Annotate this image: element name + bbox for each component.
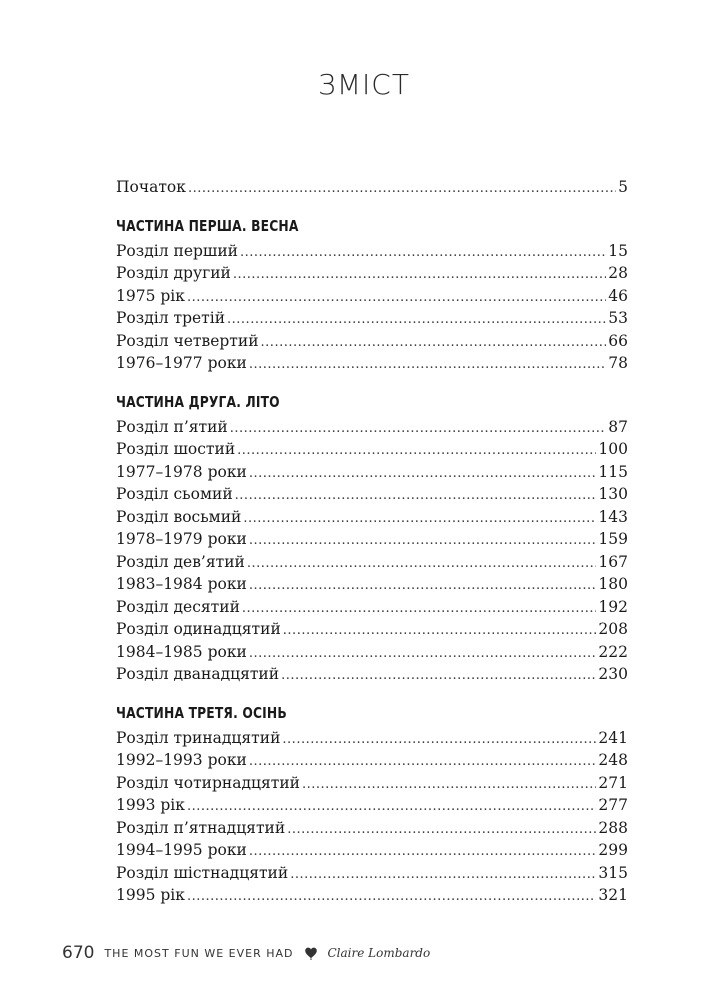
toc-entry-page: 28 [608,264,628,282]
page-number: 670 [62,943,95,963]
page-title: ЗМІСТ [318,68,410,101]
author-name: Claire Lombardo [327,946,431,960]
dot-leader [249,841,597,864]
part-heading-2: ЧАСТИНА ДРУГА. ЛІТО [116,392,280,411]
toc-entry [116,596,628,619]
dot-leader [282,729,596,752]
toc-entry-page: 248 [598,751,628,769]
toc-entry [116,307,628,330]
toc-entry-label: Розділ тринадцятий [116,728,281,747]
part-heading-3: ЧАСТИНА ТРЕТЯ. ОСІНЬ [116,703,287,722]
dot-leader [187,886,596,909]
toc-entry-page: 46 [608,286,628,305]
toc-entry-page: 78 [608,354,628,372]
toc-entry-label: 1984–1985 роки [116,642,247,661]
toc-entry-label: Розділ шістнадцятий [116,863,289,882]
toc-entry [116,618,628,641]
toc-entry-label: Розділ одинадцятий [116,620,281,638]
dot-leader [287,819,596,842]
toc-entry-page: 315 [598,863,628,882]
toc-entry [116,663,628,686]
dot-leader [283,620,597,643]
toc-entry-page: 288 [598,818,628,837]
toc-entry-label: Розділ п’ятий [116,417,228,436]
toc-entry-label: 1993 рік [116,796,185,814]
heart-leaf-icon [304,946,318,960]
toc-entry-page: 66 [608,331,628,350]
toc-entry-page: 321 [598,886,628,904]
toc-entry-page: 230 [598,665,628,683]
toc-entry [116,330,628,353]
toc-entry-label: Розділ перший [116,241,238,260]
dot-leader [233,264,606,287]
dot-leader [281,665,596,688]
toc-entry-page: 277 [598,796,628,814]
toc-entry-page: 299 [598,841,628,859]
toc-entry-page: 143 [598,507,628,526]
toc-entry-label: 1992–1993 роки [116,751,247,769]
toc-entry-label: Розділ третій [116,309,226,327]
toc-entry [116,641,628,664]
dot-leader [249,575,597,598]
toc-entry-label: 1975 рік [116,286,185,305]
dot-leader [290,864,596,887]
toc-entry-label: 1994–1995 роки [116,841,247,859]
toc-entry-intro [116,176,628,199]
toc-entry-page: 159 [598,530,628,548]
toc-entry-page: 208 [598,620,628,638]
toc-entry [116,862,628,885]
toc-entry [116,839,628,862]
toc-entry-label: Розділ десятий [116,597,240,616]
toc-entry-page: 271 [598,773,628,792]
dot-leader [187,287,606,310]
toc-entry [116,352,628,375]
toc-entry-label: Розділ восьмий [116,507,242,526]
toc-entry [116,749,628,772]
dot-leader [249,643,597,666]
toc-entry-label: Початок [116,178,186,196]
toc-entry-page: 192 [598,597,628,616]
toc-entry-label: Розділ шостий [116,440,236,458]
toc-entry [116,573,628,596]
dot-leader [261,332,607,355]
toc-entry [116,285,628,308]
toc-entry [116,772,628,795]
dot-leader [302,774,596,797]
toc-entry [116,483,628,506]
dot-leader [230,418,607,441]
toc-entry-label: Розділ дев’ятий [116,552,245,571]
toc-entry-page: 180 [598,575,628,593]
toc-entry-page: 87 [608,417,628,436]
toc-entry-page: 53 [608,309,628,327]
dot-leader [249,463,597,486]
toc-entry-label: 1977–1978 роки [116,462,247,481]
toc-entry-label: Розділ сьомий [116,485,233,503]
dot-leader [249,751,597,774]
part-heading-1: ЧАСТИНА ПЕРША. ВЕСНА [116,216,299,235]
dot-leader [188,178,616,201]
toc-entry-label: 1976–1977 роки [116,354,247,372]
toc-entry-label: Розділ п’ятнадцятий [116,818,286,837]
toc-entry-page: 100 [598,440,628,458]
toc-entry [116,528,628,551]
toc-entry [116,262,628,285]
toc-entry-page: 115 [598,462,628,481]
toc-entry-label: 1995 рік [116,886,185,904]
toc-entry [116,884,628,907]
toc-entry-label: Розділ дванадцятий [116,665,280,683]
toc-entry [116,794,628,817]
toc-entry-label: 1978–1979 роки [116,530,247,548]
running-footer [62,941,430,965]
dot-leader [249,354,606,377]
toc-entry-label: Розділ четвертий [116,331,259,350]
dot-leader [237,440,596,463]
dot-leader [227,309,606,332]
toc-entry-page: 130 [598,485,628,503]
toc-entry [116,438,628,461]
toc-entry-page: 167 [598,552,628,571]
toc-entry [116,416,628,439]
toc-entry [116,727,628,750]
toc-entry-label: 1983–1984 роки [116,575,247,593]
table-of-contents [116,176,628,907]
toc-entry [116,506,628,529]
book-title: THE MOST FUN WE EVER HAD [104,946,294,960]
toc-entry [116,817,628,840]
toc-entry-page: 222 [598,642,628,661]
dot-leader [240,242,606,265]
toc-entry [116,240,628,263]
dot-leader [235,485,597,508]
toc-entry-label: Розділ чотирнадцятий [116,773,300,792]
toc-entry-page: 15 [608,241,628,260]
toc-entry [116,461,628,484]
toc-entry-page: 5 [618,178,628,196]
dot-leader [249,530,597,553]
dot-leader [243,508,596,531]
dot-leader [247,553,597,576]
toc-entry-label: Розділ другий [116,264,231,282]
toc-entry [116,551,628,574]
toc-entry-page: 241 [598,728,628,747]
dot-leader [242,598,597,621]
dot-leader [187,796,596,819]
